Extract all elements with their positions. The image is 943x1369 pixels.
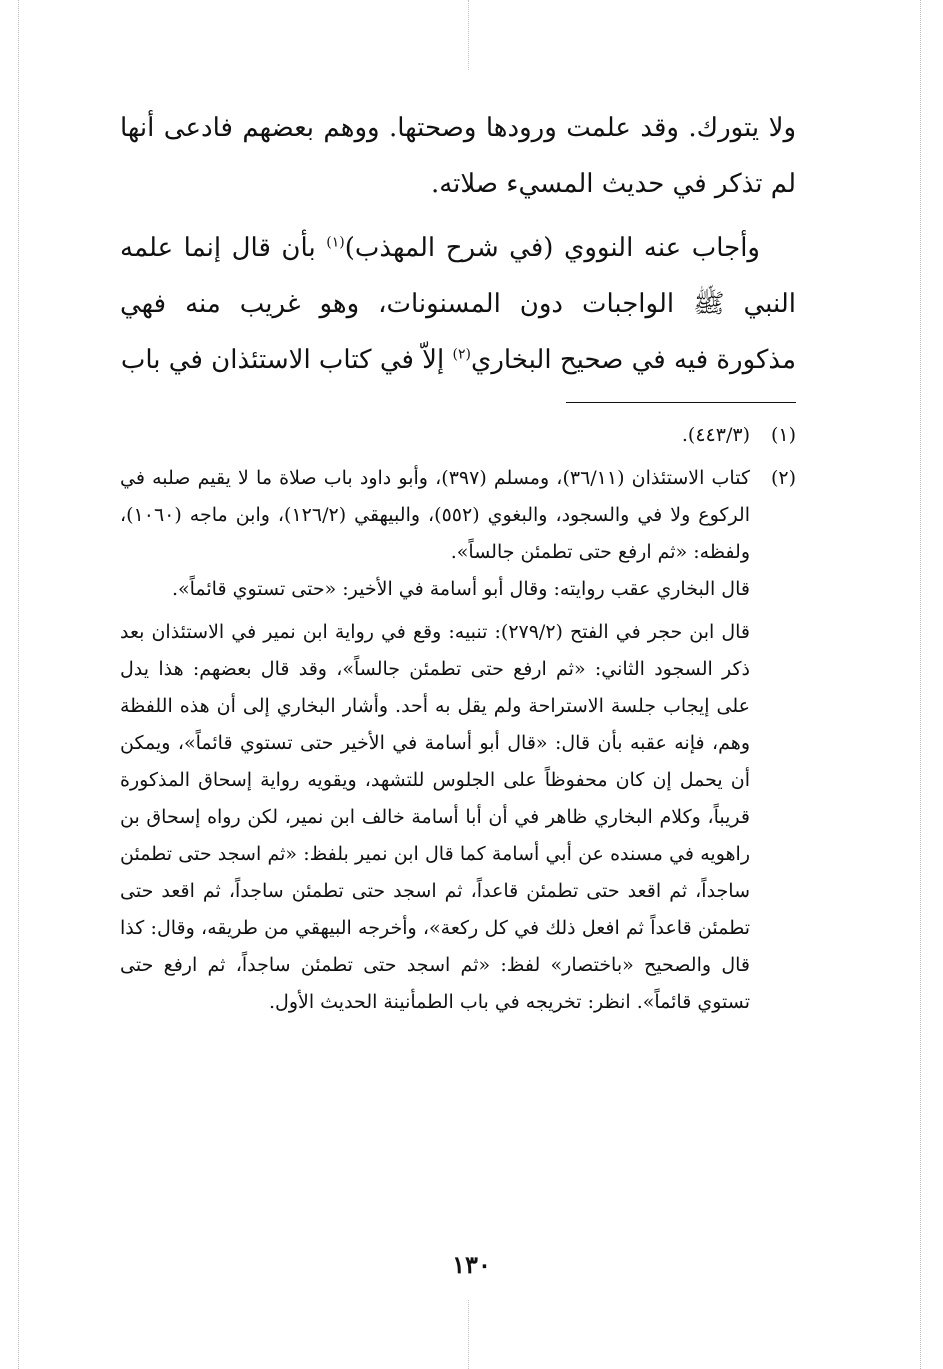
main-paragraph-2 bbox=[120, 220, 796, 388]
paragraph-2-start: وأجاب عنه النووي (في شرح المهذب) bbox=[344, 233, 760, 263]
scan-edge-right bbox=[920, 0, 921, 1369]
paragraph-2-end: إلاّ في كتاب الاستئذان في باب bbox=[120, 345, 453, 375]
paragraph-2-middle: بأن قال إنما علمه النبي ﷺ الواجبات دون المسنونات، وهو غريب منه فهي مذكورة فيه في صحيح البخاري bbox=[120, 233, 796, 375]
scan-mark-bottom bbox=[468, 1300, 469, 1369]
footnote-2-ibn-hajar-note: قال ابن حجر في الفتح (٢٧٩/٢): تنبيه: وقع في رواية ابن نمير في الاستئذان بعد ذكر السجود الثاني: «ثم ارفع حتى تطمئن جالساً»، وقد قال بعضهم: هذا يدل على إيجاب جلسة الاستراحة ولم يقل به أحد. وأشار البخاري إلى أن هذه اللفظة وهم، فإنه عقبه بأن قال: «قال أبو أسامة في الأخير حتى تستوي قائماً»، ويمكن أن يحمل إن كان محفوظاً على الجلوس للتشهد، ويقويه رواية إسحاق المذكورة قريباً، وكلام البخاري ظاهر في أن أبا أسامة خالف ابن نمير، لكن رواه إسحاق بن راهويه في مسنده عن أبي أسامة كما قال ابن نمير بلفظ: «ثم اسجد حتى تطمئن ساجداً، ثم اقعد حتى تطمئن قاعداً، ثم اسجد حتى تطمئن ساجداً، ثم اقعد حتى تطمئن قاعداً ثم افعل ذلك في كل ركعة»، وأخرجه البيهقي من طريقه، وقال: كذا قال والصحيح «باختصار» لفظ: «ثم اسجد حتى تطمئن ساجداً، ثم ارفع حتى تستوي قائماً». انظر: تخريجه في باب الطمأنينة الحديث الأول. bbox=[120, 621, 751, 1013]
footnote-ref-2: (٢) bbox=[452, 346, 471, 363]
footnote-1-number: (١) bbox=[770, 424, 796, 446]
scan-edge-left bbox=[18, 0, 19, 1369]
footnote-1 bbox=[120, 417, 796, 454]
footnote-separator bbox=[566, 402, 796, 403]
footnote-2-bukhari-remark: قال البخاري عقب روايته: وقال أبو أسامة في الأخير: «حتى تستوي قائماً». bbox=[171, 578, 750, 600]
main-paragraph-1: ولا يتورك. وقد علمت ورودها وصحتها. ووهم بعضهم فادعى أنها لم تذكر في حديث المسيء صلاته. bbox=[120, 113, 796, 199]
page-number: ١٣٠ bbox=[452, 1250, 491, 1279]
book-page bbox=[120, 100, 796, 1021]
footnote-2 bbox=[120, 460, 796, 1021]
footnote-ref-1: (١) bbox=[326, 234, 345, 251]
footnote-2-number: (٢) bbox=[770, 467, 796, 489]
footnote-1-text: (٤٤٣/٣). bbox=[681, 424, 750, 446]
scan-mark-top bbox=[468, 0, 469, 70]
footnote-2-citation: كتاب الاستئذان (٣٦/١١)، ومسلم (٣٩٧)، وأبو داود باب صلاة ما لا يقيم صلبه في الركوع ولا في والسجود، والبغوي (٥٥٢)، والبيهقي (١٢٦/٢)، وابن ماجه (١٠٦٠)، ولفظه: «ثم ارفع حتى تطمئن جالساً». bbox=[120, 467, 751, 563]
